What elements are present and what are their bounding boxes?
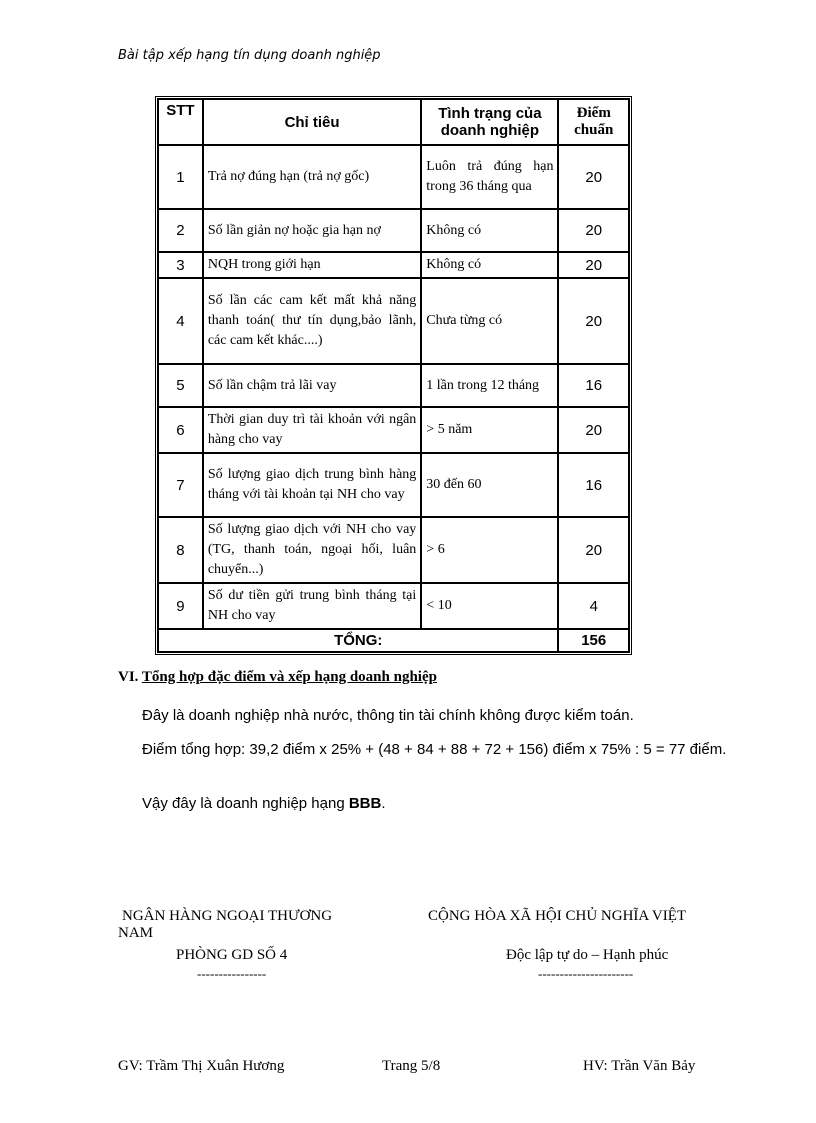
table-row [158,209,629,252]
row-stt: 2 [158,209,203,252]
row-status: Luôn trả đúng hạn trong 36 tháng qua [421,145,558,209]
bank-name: NGÂN HÀNG NGOẠI THƯƠNG NAM [118,908,333,941]
row-status: Chưa từng có [421,278,558,364]
row-status: < 10 [421,583,558,629]
row-status: 30 đến 60 [421,453,558,517]
row-criterion: Số lượng giao dịch với NH cho vay (TG, thanh toán, ngoại hối, luân chuyển...) [203,517,421,583]
rank-prefix: Vậy đây là doanh nghiệp hạng [142,795,349,812]
national-motto: CỘNG HÒA XÃ HỘI CHỦ NGHĨA VIỆT [428,908,687,924]
row-stt: 8 [158,517,203,583]
header-points: Điểm chuẩn [558,99,629,145]
branch-name: PHÒNG GD SỐ 4 [176,947,288,963]
row-status: > 5 năm [421,407,558,453]
credit-score-table [155,96,632,655]
row-criterion: Số lần giản nợ hoặc gia hạn nợ [203,209,421,252]
total-label: TỔNG: [158,629,558,652]
left-divider: ---------------- [197,966,267,981]
header-status: Tình trạng của doanh nghiệp [421,99,558,145]
paragraph-rank [118,794,738,814]
row-status: Không có [421,252,558,278]
row-stt: 7 [158,453,203,517]
footer-teacher: GV: Trầm Thị Xuân Hương [118,1058,285,1074]
table-row [158,364,629,407]
row-points: 16 [558,364,629,407]
table-row [158,453,629,517]
row-stt: 4 [158,278,203,364]
row-points: 20 [558,517,629,583]
table-row [158,278,629,364]
rank-value: BBB [348,795,382,812]
row-criterion: Số lần chậm trả lãi vay [203,364,421,407]
row-criterion: NQH trong giới hạn [203,252,421,278]
row-points: 4 [558,583,629,629]
footer-student: HV: Trần Văn Bảy [583,1058,696,1074]
section-number: VI. [118,669,139,685]
document-header-title: Bài tập xếp hạng tín dụng doanh nghiệp [118,48,381,63]
row-stt: 3 [158,252,203,278]
row-stt: 5 [158,364,203,407]
row-stt: 6 [158,407,203,453]
row-points: 20 [558,252,629,278]
row-status: > 6 [421,517,558,583]
row-points: 20 [558,278,629,364]
rank-suffix: . [381,795,386,812]
table-row [158,145,629,209]
paragraph-enterprise-type: Đây là doanh nghiệp nhà nước, thông tin tài chính không được kiểm toán. [142,707,634,724]
row-points: 16 [558,453,629,517]
total-value: 156 [558,629,629,652]
row-stt: 9 [158,583,203,629]
paragraph-total-score: Điểm tổng hợp: 39,2 điểm x 25% + (48 + 84 + 88 + 72 + 156) điểm x 75% : 5 = 77 điểm. [142,741,727,758]
row-criterion: Số lượng giao dịch trung bình hàng tháng với tài khoản tại NH cho vay [203,453,421,517]
table-row [158,407,629,453]
header-criterion: Chỉ tiêu [203,99,421,145]
table-header-row [158,99,629,145]
row-status: 1 lần trong 12 tháng [421,364,558,407]
motto-subtitle: Độc lập tự do – Hạnh phúc [506,947,669,963]
row-stt: 1 [158,145,203,209]
row-criterion: Thời gian duy trì tài khoản với ngân hàng cho vay [203,407,421,453]
table-row [158,583,629,629]
header-stt: STT [158,99,203,145]
row-points: 20 [558,145,629,209]
footer-page-number: Trang 5/8 [382,1058,441,1074]
section-heading [118,669,437,686]
row-points: 20 [558,407,629,453]
row-criterion: Trả nợ đúng hạn (trả nợ gốc) [203,145,421,209]
table-total-row [158,629,629,652]
right-divider: ---------------------- [538,966,634,981]
row-criterion: Số dư tiền gửi trung bình tháng tại NH cho vay [203,583,421,629]
row-points: 20 [558,209,629,252]
row-status: Không có [421,209,558,252]
table-row [158,517,629,583]
table-row [158,252,629,278]
row-criterion: Số lần các cam kết mất khả năng thanh toán( thư tín dụng,bảo lãnh, các cam kết khác....) [203,278,421,364]
section-title: Tổng hợp đặc điểm và xếp hạng doanh nghiệp [141,669,437,685]
